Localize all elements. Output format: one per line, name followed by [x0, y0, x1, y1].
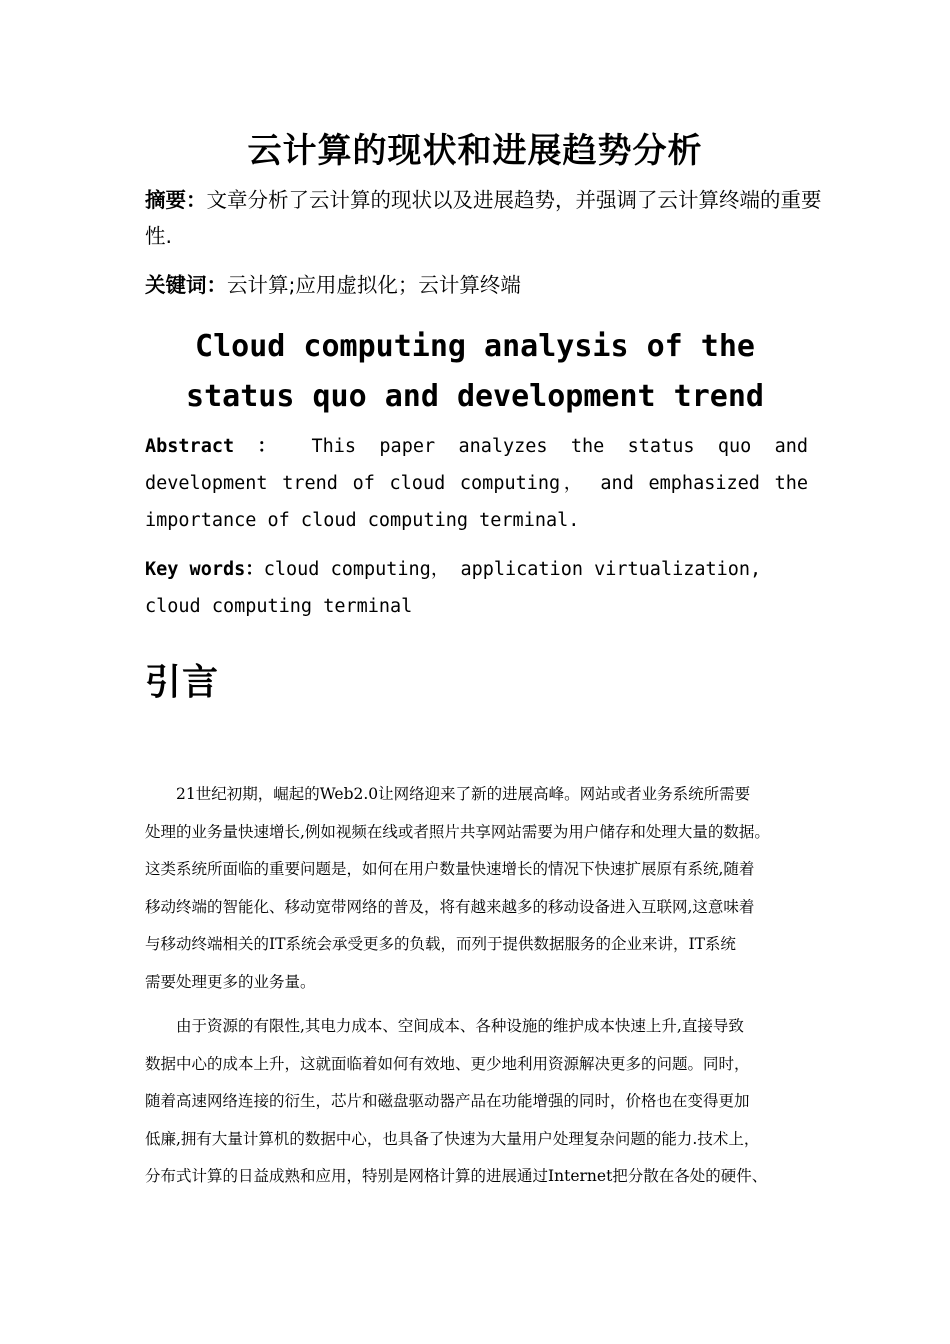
paragraph-line: 21世纪初期，崛起的Web2.0让网络迎来了新的进展高峰。网站或者业务系统所需要: [176, 785, 751, 803]
chinese-keywords: [145, 267, 825, 303]
paragraph-line: 处理的业务量快速增长,例如视频在线或者照片共享网站需要为用户储存和处理大量的数据。: [145, 822, 770, 841]
chinese-keywords-text: 云计算;应用虚拟化；云计算终端: [227, 273, 521, 297]
paragraph-line: 数据中心的成本上升，这就面临着如何有效地、更少地利用资源解决更多的问题。同时，: [145, 1054, 750, 1073]
section-heading: 引言: [145, 662, 220, 703]
paragraph-line: 移动终端的智能化、移动宽带网络的普及，将有越来越多的移动设备进入互联网,这意味着: [145, 897, 755, 916]
paragraph-line: 低廉,拥有大量计算机的数据中心，也具备了快速为大量用户处理复杂问题的能力.技术上，: [145, 1129, 760, 1148]
paragraph-line: 需要处理更多的业务量。: [145, 972, 316, 991]
chinese-abstract-label: 摘要：: [145, 188, 207, 212]
paragraph-line: 分布式计算的日益成熟和应用，特别是网格计算的进展通过Internet把分散在各处的硬件、: [145, 1167, 768, 1185]
english-keywords-second-line: cloud computing terminal: [145, 596, 413, 617]
english-title: [0, 322, 950, 422]
english-abstract-label: Abstract ：: [145, 436, 289, 457]
paragraph-1: [145, 776, 815, 1001]
paragraph-line: 与移动终端相关的IT系统会承受更多的负载，而列于提供数据服务的企业来讲，IT系统: [145, 935, 736, 953]
paragraph-line: 由于资源的有限性,其电力成本、空间成本、各种设施的维护成本快速上升,直接导致: [176, 1017, 744, 1035]
paragraph-line: 随着高速网络连接的衍生，芯片和磁盘驱动器产品在功能增强的同时，价格也在变得更加: [145, 1092, 750, 1110]
english-title-line-1: Cloud computing analysis of the: [195, 329, 755, 364]
chinese-abstract-text: 文章分析了云计算的现状以及进展趋势，并强调了云计算终端的重要性.: [145, 188, 822, 248]
english-keywords-label: Key words：: [145, 559, 264, 580]
chinese-title: 云计算的现状和进展趋势分析: [247, 131, 703, 171]
english-keywords-first-line: [145, 551, 808, 588]
paragraph-2: [145, 1008, 815, 1196]
english-abstract-text: development trend of cloud computing， and emphasized the importance of cloud computing terminal.: [145, 473, 808, 531]
english-keywords-first-text: cloud computing， application virtualization,: [263, 559, 762, 580]
english-abstract-first-text: This paper analyzes the status quo and: [311, 436, 808, 457]
english-abstract: [145, 428, 808, 539]
chinese-abstract: [145, 182, 825, 254]
paragraph-line: 这类系统所面临的重要问题是，如何在用户数量快速增长的情况下快速扩展原有系统,随着: [145, 860, 755, 878]
chinese-keywords-label: 关键词：: [145, 273, 227, 297]
english-abstract-first-line: [145, 428, 808, 465]
english-title-line-2: status quo and development trend: [186, 379, 764, 414]
english-keywords: [145, 551, 808, 625]
